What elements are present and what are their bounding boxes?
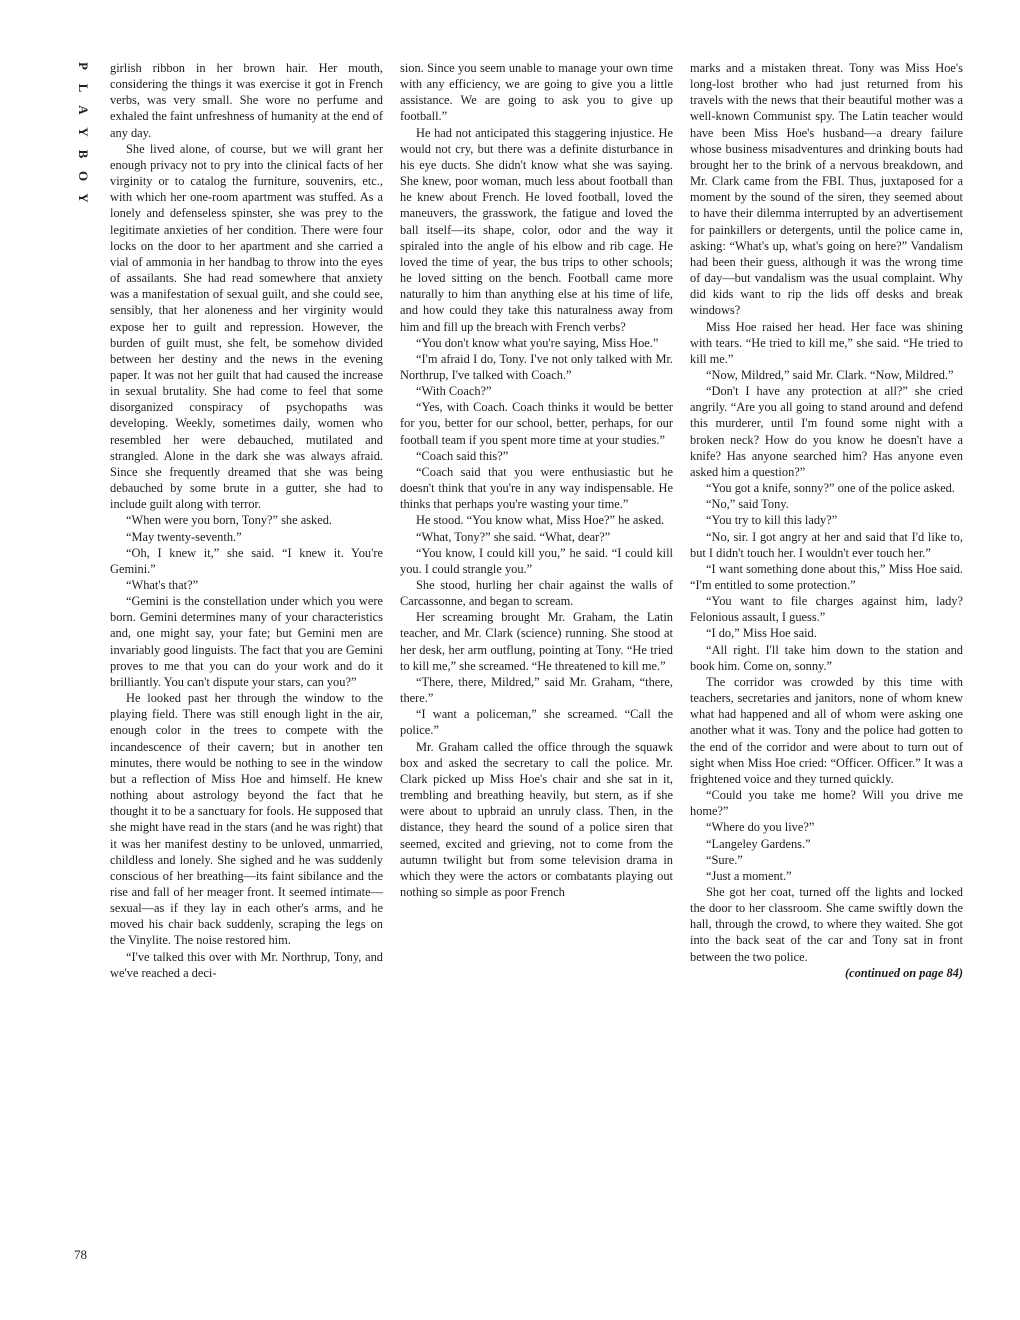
paragraph: She got her coat, turned off the lights and locked the door to her classroom. She came swiftly down the hall, through the crowd, to where they waited. She got into the back seat of the car and Tony sat in front between the two police. (690, 884, 963, 964)
paragraph: He stood. “You know what, Miss Hoe?” he asked. (416, 513, 665, 528)
paragraph: “Yes, with Coach. Coach thinks it would be better for you, better for our school, better, perhaps, for our football team if you spent more time at your studies.” (400, 400, 673, 447)
paragraph: “Oh, I knew it,” she said. “I knew it. You're Gemini.” (110, 545, 383, 576)
paragraph: “There, there, Mildred,” said Mr. Graham, “there, there.” (400, 674, 673, 706)
paragraph: “Where do you live?” (706, 820, 815, 835)
paragraph: “No, sir. I got angry at her and said that I'd like to, but I didn't touch her. I wouldn't ever touch her.” (690, 529, 963, 560)
text-column-3 (690, 60, 963, 981)
paragraph: “I'm afraid I do, Tony. I've not only talked with Mr. Northrup, I've talked with Coach.” (400, 351, 673, 382)
paragraph: “Coach said that you were enthusiastic but he doesn't think that you're in any way indispensable. He thinks that perhaps you're wasting your time.” (400, 464, 673, 512)
paragraph: “Langeley Gardens.” (706, 836, 811, 851)
paragraph: Mr. Graham called the office through the squawk box and asked the secretary to call the police. Mr. Clark picked up Miss Hoe's chair and she sat in it, trembling and breathing heavily, but stern, as if she were about to upbraid an unruly class. Then, in the distance, they heard the sound of a police siren that seemed, excited and grieving, not to come from the autumn twilight but from some television drama in which they were the actors or combatants playing out nothing so simple as poor French (400, 739, 673, 899)
paragraph: “Don't I have any protection at all?” she cried angrily. “Are you all going to stand around and defend this murderer, until I'm found some night with a broken neck? How do you know he doesn't have a knife? Has anyone searched him? Has anyone even asked him a question?” (690, 384, 963, 479)
paragraph: sion. Since you seem unable to manage your own time with any efficiency, we are going to give you a little assistance. We are going to ask you to give up football.” (400, 61, 673, 124)
paragraph: “You want to file charges against him, lady? Felonious assault, I guess.” (690, 594, 963, 625)
paragraph: She stood, hurling her chair against the walls of Carcassonne, and began to scream. (400, 578, 673, 609)
paragraph: She lived alone, of course, but we will grant her enough privacy not to pry into the clinical facts of her virginity or to catalog the furniture, souvenirs, etc., with which her one-room apartment was stuffed. As a lonely and defenseless spinster, she was prey to the legitimate anxieties of her condition. There were four locks on the door to her apartment and she carried a vial of ammonia in her handbag to throw into the eyes of assailants. She had read somewhere that anxiety was a manifestation of sexual guilt, and she could see, sensibly, that her aloneness and her virginity would expose her to guilt and repression. However, the burden of guilt must, she felt, be somehow divided between her destiny and the news in the evening paper. It was not her guilt that had caused the increase in sexual brutality. She had come to feel that some disorganized conspiracy of psychopaths was developing. Weekly, sometimes daily, women who resembled her were debauched, mutilated and strangled. Alone in the dark she was always afraid. Since she frequently dreamed that she was being debauched by some brute in a gutter, she had to include guilt along with terror. (110, 141, 383, 512)
paragraph: “What's that?” (126, 578, 199, 592)
magazine-title (70, 55, 96, 209)
paragraph: “May twenty-seventh.” (126, 529, 242, 544)
paragraph: He had not anticipated this staggering injustice. He would not cry, but there was a definite disturbance in his eye ducts. She didn't know what she was saying. She knew, poor woman, much less about football than he knew about French. He loved football, loved the maneuvers, the grasswork, the fatigue and loved the ball itself—its shape, color, odor and the way it spiraled into the angle of his elbow and rib cage. He loved the time of year, the bus trips to other schools; he loved sitting on the bench. Football came more naturally to him than anything else at his time of life, and how could they take this naturalness away from him and fill up the breach with French verbs? (400, 125, 673, 334)
paragraph: “You know, I could kill you,” he said. “I could kill you. I could strangle you.” (400, 545, 673, 576)
magazine-title-letter: Y (76, 193, 91, 203)
magazine-title-letter: L (76, 83, 91, 93)
text-column-1 (110, 60, 383, 981)
magazine-title-letter: O (76, 170, 91, 182)
magazine-title-letter: A (76, 105, 91, 115)
paragraph: “You don't know what you're saying, Miss Hoe.” (416, 335, 659, 350)
paragraph: Her screaming brought Mr. Graham, the Latin teacher, and Mr. Clark (science) running. She stood at her desk, her arm outflung, pointing at Tony. “He tried to kill me,” she screamed. “He threatened to kill me.” (400, 610, 673, 673)
continuation-note: (continued on page 84) (844, 965, 963, 980)
paragraph: “No,” said Tony. (706, 497, 789, 512)
paragraph: “Gemini is the constellation under which you were born. Gemini determines many of your characteristics and, one might say, your fate; but Gemini men are invariably good linguists. The fact that you are Gemini proves to me that you can do your work and do it brilliantly. You can't dispute your stars, can you?” (110, 594, 383, 689)
magazine-title-letter: P (76, 62, 91, 70)
page-number: 78 (74, 1247, 87, 1262)
paragraph: Miss Hoe raised her head. Her face was shining with tears. “He tried to kill me,” she said. “He tried to kill me.” (690, 319, 963, 366)
paragraph: “What, Tony?” she said. “What, dear?” (416, 529, 611, 544)
paragraph: He looked past her through the window to the playing field. There was still enough light in the air, enough color in the trees to compete with the incandescence of their cavern; but in another ten minutes, there would be nothing to see in the window but a reflection of Miss Hoe and himself. He knew nothing about astrology beyond the fact that he thought it to be a sanctuary for fools. He supposed that she might have read in the stars (and he was right) that it was her manifest destiny to be unloved, unmarried, childless and lonely. She sighed and he was suddenly conscious of her breathing—its faint sibilance and the rise and fall of her meager front. It seemed intimate—sexual—as if they lay in each other's arms, and he moved his chair back suddenly, scraping the legs on the Vinylite. The noise restored him. (110, 691, 383, 948)
paragraph: “All right. I'll take him down to the station and book him. Come on, sonny.” (690, 642, 963, 673)
text-column-2 (400, 60, 673, 900)
magazine-title-letter: B (76, 149, 91, 159)
paragraph: “When were you born, Tony?” she asked. (126, 513, 333, 528)
paragraph: marks and a mistaken threat. Tony was Miss Hoe's long-lost brother who had just returned from his travels with the news that their beautiful mother was a well-known Communist spy. The Latin teacher would have been Miss Hoe's husband—a dreary failure whose business misadventures and drinking bouts had brought her to the brink of a nervous breakdown, and Mr. Clark came from the FBI. Thus, juxtaposed for a moment by the sound of the siren, they seemed about to have their dilemma interrupted by an advertisement for painkillers or detergents, until the police came in, asking: “What's up, what's going on here?” Vandalism had been their guess, although it was the wrong time of day—but vandalism was the usual complaint. Why did kids want to rip the lids off desks and break windows? (690, 61, 963, 318)
magazine-title-letter: Y (76, 127, 91, 137)
paragraph: girlish ribbon in her brown hair. Her mouth, considering the things it was exercise it got in French verbs, was very small. She wore no perfume and exhaled the faint unfreshness of humanity at the end of any day. (110, 61, 383, 140)
paragraph: “I've talked this over with Mr. Northrup, Tony, and we've reached a deci- (110, 949, 383, 980)
paragraph: “With Coach?” (416, 384, 492, 399)
paragraph: “I want something done about this,” Miss Hoe said. “I'm entitled to some protection.” (690, 561, 963, 592)
paragraph: “Coach said this?” (416, 448, 509, 463)
paragraph: “Could you take me home? Will you drive me home?” (690, 788, 963, 819)
paragraph: “You try to kill this lady?” (706, 513, 838, 528)
paragraph: “I want a policeman,” she screamed. “Call the police.” (400, 707, 673, 738)
paragraph: “Sure.” (706, 852, 743, 867)
paragraph: “I do,” Miss Hoe said. (706, 626, 817, 641)
paragraph: “You got a knife, sonny?” one of the police asked. (706, 481, 955, 496)
paragraph: The corridor was crowded by this time with teachers, secretaries and janitors, none of whom knew what had happened and all of whom were asking one another what it was. Tony and the police had gotten to the end of the corridor and were about to turn out of sight when Miss Hoe cried: “Officer. Officer.” It was a frightened voice and they turned quickly. (690, 674, 963, 786)
paragraph: “Now, Mildred,” said Mr. Clark. “Now, Mildred.” (706, 367, 954, 382)
paragraph: “Just a moment.” (706, 868, 792, 883)
